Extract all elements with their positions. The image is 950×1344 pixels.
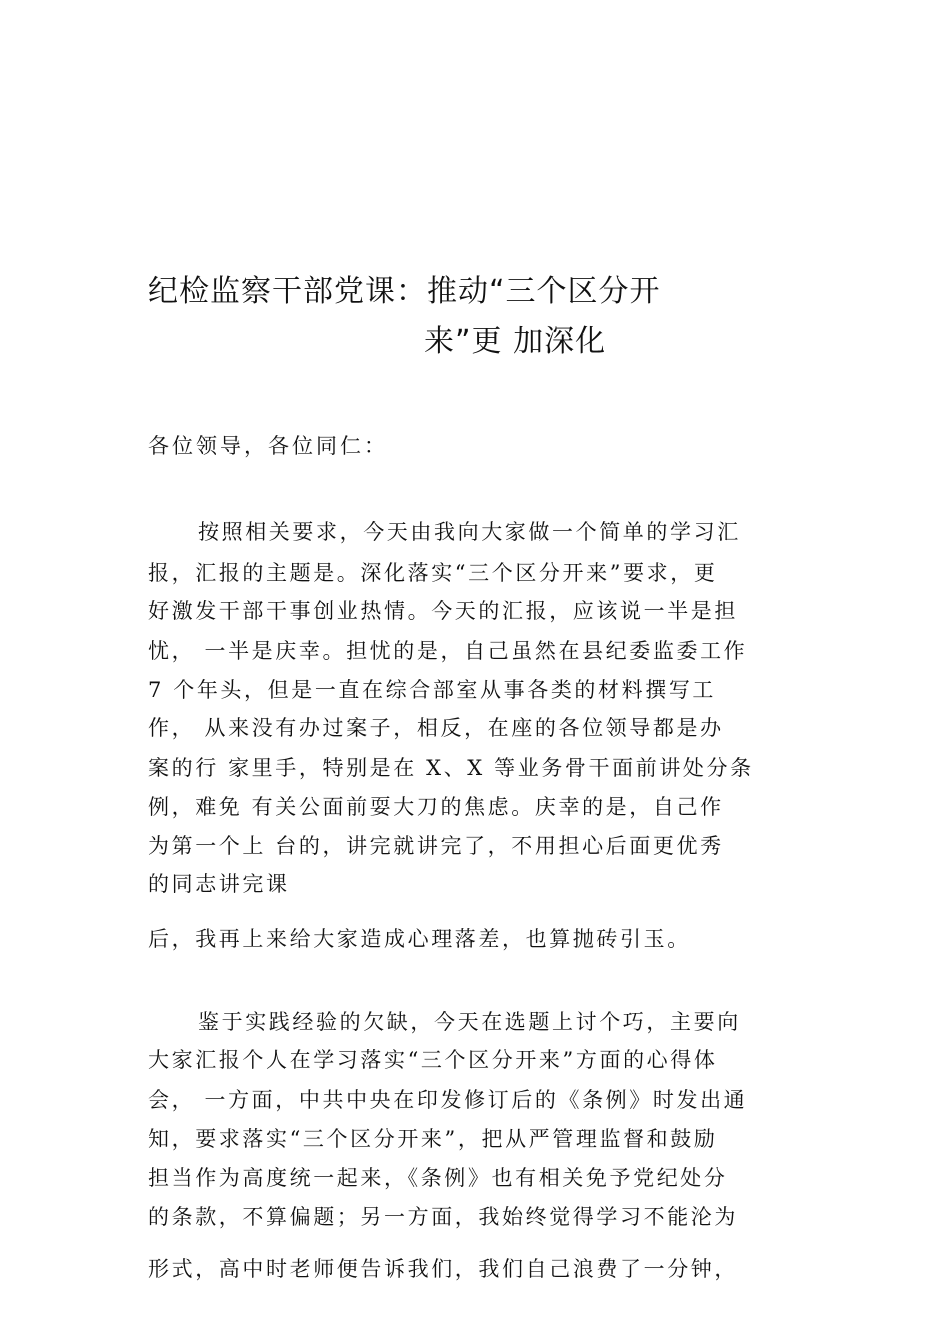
document-title-line-2: 来”更 加深化 — [424, 324, 607, 359]
paragraph-1-line: 例，难免 有关公面前耍大刀的焦虑。庆幸的是，自己作 — [148, 795, 724, 819]
paragraph-1-line: 案的行 家里手，特别是在 X、X 等业务骨干面前讲处分条 — [148, 756, 754, 780]
paragraph-1-line: 好激发干部干事创业热情。今天的汇报，应该说一半是担 — [148, 599, 738, 623]
paragraph-2-line: 的条款，不算偏题；另一方面，我始终觉得学习不能沦为 — [148, 1205, 738, 1229]
paragraph-1-line: 报，汇报的主题是。深化落实“三个区分开来”要求，更 — [148, 561, 718, 585]
paragraph-2-line: 知，要求落实“三个区分开来”，把从严管理监督和鼓励 — [148, 1127, 718, 1151]
paragraph-1-line: 作， 从来没有办过案子，相反，在座的各位领导都是办 — [148, 716, 724, 740]
paragraph-2-line: 形式，高中时老师便告诉我们，我们自己浪费了一分钟， — [148, 1257, 738, 1281]
document-title-line-1: 纪检监察干部党课：推动“三个区分开 — [148, 274, 661, 309]
salutation: 各位领导，各位同仁： — [148, 434, 388, 458]
paragraph-2-line: 担当作为高度统一起来，《条例》也有相关免予党纪处分 — [148, 1166, 728, 1190]
paragraph-2-line: 会， 一方面，中共中央在印发修订后的《条例》时发出通 — [148, 1088, 748, 1112]
paragraph-2-line: 大家汇报个人在学习落实“三个区分开来”方面的心得体 — [148, 1048, 718, 1072]
paragraph-1-line: 的同志讲完课 — [148, 872, 290, 896]
paragraph-1-tail: 后，我再上来给大家造成心理落差，也算抛砖引玉。 — [148, 927, 691, 951]
paragraph-1-line: 7 个年头，但是一直在综合部室从事各类的材料撰写工 — [148, 678, 717, 702]
paragraph-1-line: 为第一个上 台的，讲完就讲完了，不用担心后面更优秀 — [148, 834, 724, 858]
paragraph-2-line: 鉴于实践经验的欠缺，今天在选题上讨个巧，主要向 — [198, 1010, 741, 1034]
paragraph-1-line: 忧， 一半是庆幸。担忧的是，自己虽然在县纪委监委工作 — [148, 639, 748, 663]
paragraph-1-line: 按照相关要求，今天由我向大家做一个简单的学习汇 — [198, 520, 741, 544]
